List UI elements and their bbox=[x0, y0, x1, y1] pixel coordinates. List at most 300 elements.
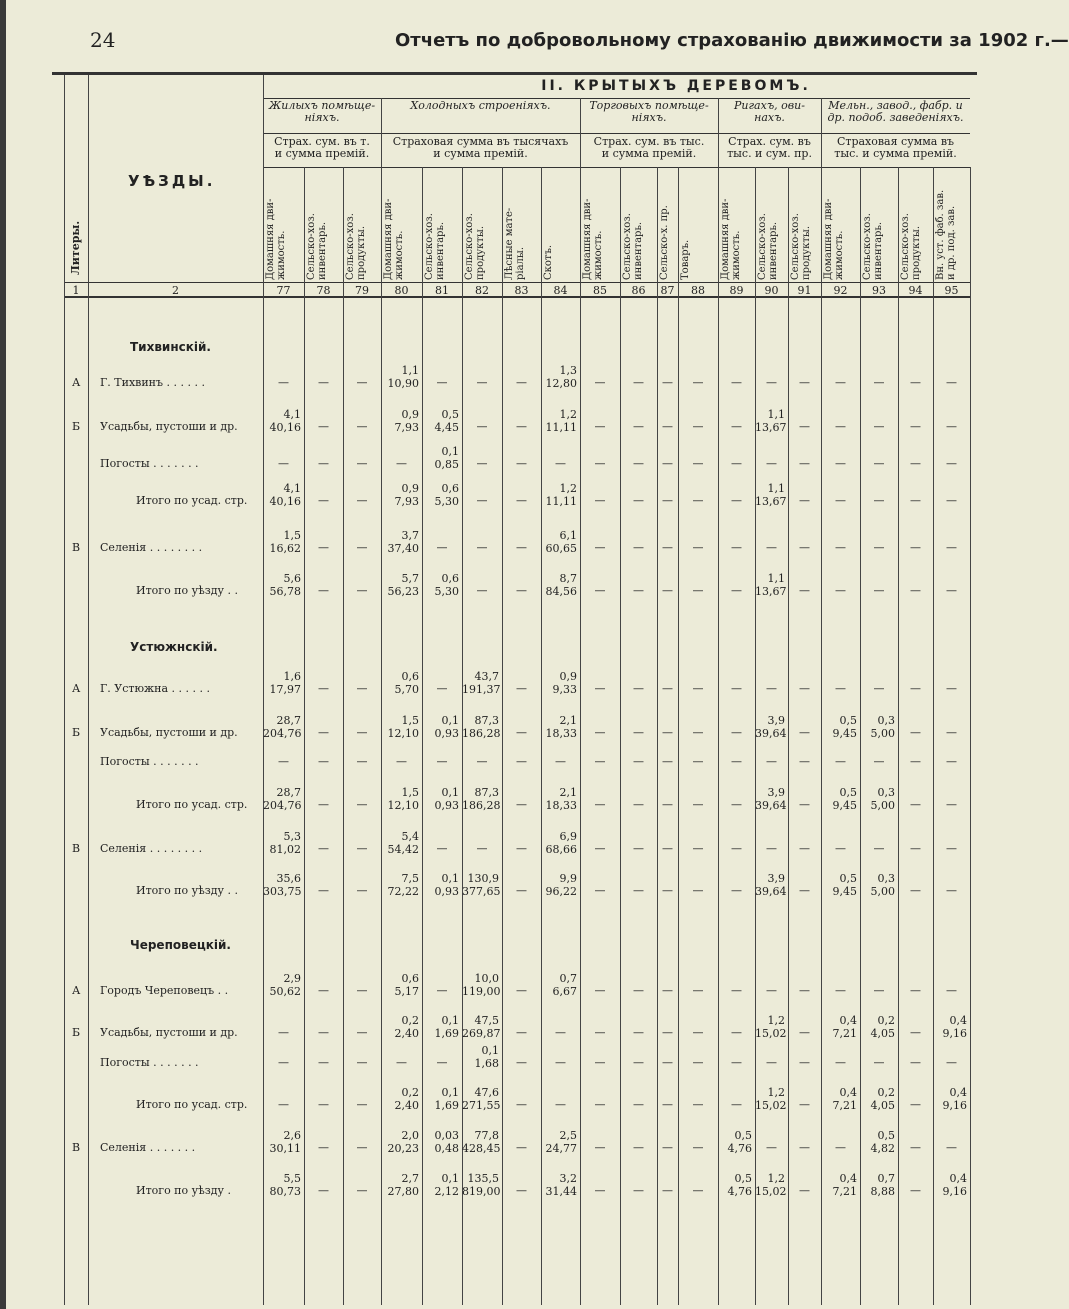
table-cell: — bbox=[594, 884, 606, 897]
column-header: Товаръ. bbox=[680, 239, 691, 280]
table-cell: — bbox=[356, 1026, 368, 1039]
table-cell: 77,8 428,45 bbox=[462, 1129, 501, 1155]
table-cell: — bbox=[731, 726, 742, 739]
row-litera: Б bbox=[72, 726, 81, 739]
table-cell: — bbox=[692, 1184, 704, 1197]
table-cell: 0,1 0,93 bbox=[434, 714, 459, 740]
table-cell: — bbox=[356, 884, 368, 897]
table-cell: — bbox=[835, 1056, 846, 1069]
table-cell: 35,6 303,75 bbox=[263, 872, 302, 898]
table-cell: — bbox=[318, 984, 329, 997]
table-cell: — bbox=[946, 1056, 957, 1069]
table-cell: — bbox=[873, 420, 885, 433]
row-label: Итого по уѣзду . bbox=[136, 1184, 231, 1197]
table-cell: — bbox=[873, 984, 885, 997]
table-cell: — bbox=[799, 842, 810, 855]
table-cell: — bbox=[594, 1098, 606, 1111]
table-cell: 1,6 17,97 bbox=[269, 670, 301, 696]
table-cell: — bbox=[692, 984, 704, 997]
table-cell: — bbox=[594, 541, 606, 554]
table-cell: — bbox=[766, 1056, 777, 1069]
table-cell: 6,1 60,65 bbox=[545, 529, 577, 555]
row-label: Итого по уѣзду . . bbox=[136, 584, 238, 597]
table-cell: — bbox=[873, 682, 885, 695]
table-cell: — bbox=[799, 1141, 810, 1154]
table-cell: — bbox=[318, 726, 329, 739]
column-header: Домашняя дви- жимость. bbox=[720, 198, 742, 280]
table-cell: — bbox=[910, 420, 921, 433]
group-subheader: Страх. сум. въ т. и сумма премій. bbox=[274, 135, 370, 160]
table-cell: — bbox=[799, 1056, 810, 1069]
table-cell: 0,4 7,21 bbox=[832, 1014, 857, 1040]
section-title: II. КРЫТЫХЪ ДЕРЕВОМЪ. bbox=[541, 78, 811, 94]
group-header: Холодныхъ строеніяхъ. bbox=[410, 99, 551, 112]
table-cell: — bbox=[731, 884, 742, 897]
table-cell: 0,9 7,93 bbox=[394, 482, 419, 508]
table-cell: — bbox=[835, 420, 846, 433]
table-cell: — bbox=[633, 1098, 644, 1111]
table-cell: 0,6 5,30 bbox=[434, 572, 459, 598]
row-label: Селенія . . . . . . . . bbox=[100, 541, 203, 554]
table-cell: 47,6 271,55 bbox=[462, 1086, 501, 1112]
table-cell: — bbox=[835, 755, 846, 768]
litery-rule bbox=[88, 75, 89, 1305]
table-cell: — bbox=[692, 798, 704, 811]
table-cell: 0,4 9,16 bbox=[942, 1172, 967, 1198]
table-cell: — bbox=[799, 798, 810, 811]
table-cell: — bbox=[662, 1184, 673, 1197]
table-cell: — bbox=[356, 842, 368, 855]
table-cell: — bbox=[436, 541, 448, 554]
table-cell: — bbox=[436, 682, 448, 695]
group-rule bbox=[263, 133, 970, 134]
group-header: Торговыхъ помѣще- ніяхъ. bbox=[589, 99, 709, 124]
column-number: 81 bbox=[435, 284, 449, 297]
table-cell: — bbox=[594, 682, 606, 695]
column-header: Сельско-хоз. продукты. bbox=[900, 213, 922, 280]
column-number: 78 bbox=[316, 284, 331, 297]
table-cell: — bbox=[910, 726, 921, 739]
column-number: 94 bbox=[908, 284, 923, 297]
table-cell: 0,1 0,85 bbox=[434, 445, 459, 471]
table-cell: 5,3 81,02 bbox=[269, 830, 301, 856]
table-cell: — bbox=[835, 842, 846, 855]
table-cell: — bbox=[516, 494, 527, 507]
table-cell: — bbox=[910, 798, 921, 811]
table-cell: — bbox=[766, 1141, 777, 1154]
table-cell: — bbox=[633, 755, 644, 768]
group-subheader: Страховая сумма въ тысячахъ и сумма премій. bbox=[392, 135, 569, 160]
table-cell: 0,4 7,21 bbox=[832, 1086, 857, 1112]
table-cell: — bbox=[835, 682, 846, 695]
table-cell: — bbox=[662, 1141, 673, 1154]
table-cell: — bbox=[910, 1026, 921, 1039]
table-cell: — bbox=[356, 541, 368, 554]
table-cell: — bbox=[873, 541, 885, 554]
table-cell: — bbox=[662, 457, 673, 470]
table-cell: — bbox=[766, 755, 777, 768]
row-litera: В bbox=[72, 1141, 81, 1154]
table-cell: 1,1 13,67 bbox=[755, 482, 787, 508]
table-cell: — bbox=[946, 884, 957, 897]
column-number: 88 bbox=[691, 284, 705, 297]
table-cell: — bbox=[766, 682, 777, 695]
sub-rule bbox=[263, 167, 970, 168]
table-cell: — bbox=[356, 584, 368, 597]
table-cell: — bbox=[731, 682, 742, 695]
row-label: Усадьбы, пустоши и др. bbox=[100, 726, 238, 739]
table-cell: — bbox=[946, 584, 957, 597]
table-cell: — bbox=[662, 494, 673, 507]
table-cell: — bbox=[692, 884, 704, 897]
table-cell: 6,9 68,66 bbox=[545, 830, 577, 856]
table-cell: — bbox=[692, 1056, 704, 1069]
column-header: Лѣсные мате- ріалы. bbox=[504, 207, 526, 280]
table-cell: — bbox=[516, 541, 527, 554]
table-cell: — bbox=[516, 842, 527, 855]
table-cell: — bbox=[946, 494, 957, 507]
table-cell: — bbox=[594, 457, 606, 470]
row-label: Городъ Череповецъ . . bbox=[100, 984, 229, 997]
table-cell: — bbox=[356, 798, 368, 811]
row-label: Погосты . . . . . . . bbox=[100, 755, 199, 768]
table-cell: — bbox=[318, 541, 329, 554]
table-cell: — bbox=[436, 842, 448, 855]
table-cell: 0,5 4,76 bbox=[727, 1129, 752, 1155]
group-header: Жилыхъ помѣще- ніяхъ. bbox=[268, 99, 376, 124]
table-cell: — bbox=[946, 984, 957, 997]
table-cell: 0,1 1,69 bbox=[434, 1086, 459, 1112]
table-cell: — bbox=[516, 682, 527, 695]
table-cell: 4,1 40,16 bbox=[269, 408, 301, 434]
table-cell: — bbox=[873, 376, 885, 389]
table-cell: 0,2 2,40 bbox=[394, 1014, 419, 1040]
table-cell: 3,9 39,64 bbox=[755, 714, 787, 740]
table-cell: — bbox=[278, 1056, 289, 1069]
column-header: Сельско-хоз. инвентарь. bbox=[424, 213, 446, 280]
table-cell: 47,5 269,87 bbox=[462, 1014, 501, 1040]
column-rule bbox=[381, 98, 382, 1305]
table-cell: 1,5 12,10 bbox=[387, 714, 419, 740]
table-cell: — bbox=[662, 842, 673, 855]
table-cell: 2,1 18,33 bbox=[545, 714, 577, 740]
table-cell: — bbox=[692, 1026, 704, 1039]
column-number: 87 bbox=[660, 284, 675, 297]
row-label: Погосты . . . . . . . bbox=[100, 457, 199, 470]
table-cell: — bbox=[799, 682, 810, 695]
column-number: 90 bbox=[764, 284, 779, 297]
table-cell: — bbox=[946, 755, 957, 768]
table-cell: — bbox=[946, 682, 957, 695]
table-cell: — bbox=[318, 1056, 329, 1069]
district-name: Устюжнскій. bbox=[130, 640, 218, 654]
left-border bbox=[64, 75, 65, 1305]
table-cell: — bbox=[633, 420, 644, 433]
table-cell: — bbox=[396, 457, 407, 470]
table-cell: — bbox=[633, 1184, 644, 1197]
table-cell: 135,5 819,00 bbox=[462, 1172, 501, 1198]
table-cell: — bbox=[356, 457, 368, 470]
table-cell: — bbox=[318, 798, 329, 811]
table-cell: 87,3 186,28 bbox=[462, 714, 501, 740]
table-cell: 5,6 56,78 bbox=[269, 572, 301, 598]
table-cell: 0,5 4,82 bbox=[870, 1129, 895, 1155]
table-cell: — bbox=[731, 984, 742, 997]
table-cell: — bbox=[835, 541, 846, 554]
table-cell: — bbox=[594, 842, 606, 855]
row-label: Усадьбы, пустоши и др. bbox=[100, 420, 238, 433]
table-cell: — bbox=[662, 755, 673, 768]
table-cell: — bbox=[633, 842, 644, 855]
column-header: Домашняя дви- жимость. bbox=[582, 198, 604, 280]
table-cell: — bbox=[356, 1056, 368, 1069]
table-cell: — bbox=[662, 1056, 673, 1069]
table-cell: — bbox=[318, 755, 329, 768]
table-cell: — bbox=[910, 584, 921, 597]
column-header: Сельско-хоз. продукты. bbox=[790, 213, 812, 280]
table-cell: — bbox=[731, 1026, 742, 1039]
table-cell: — bbox=[873, 457, 885, 470]
table-cell: 0,9 7,93 bbox=[394, 408, 419, 434]
table-cell: 0,5 9,45 bbox=[832, 714, 857, 740]
table-cell: — bbox=[662, 1026, 673, 1039]
table-cell: — bbox=[633, 1026, 644, 1039]
table-cell: — bbox=[318, 1098, 329, 1111]
table-cell: — bbox=[799, 457, 810, 470]
table-cell: — bbox=[356, 494, 368, 507]
table-cell: — bbox=[766, 842, 777, 855]
table-cell: — bbox=[766, 984, 777, 997]
table-cell: — bbox=[594, 584, 606, 597]
table-cell: — bbox=[318, 1184, 329, 1197]
table-cell: — bbox=[799, 584, 810, 597]
table-cell: — bbox=[476, 420, 488, 433]
table-cell: — bbox=[318, 1141, 329, 1154]
group-subheader: Страх. сум. въ тыс. и сумма премій. bbox=[593, 135, 705, 160]
table-cell: — bbox=[799, 884, 810, 897]
table-cell: — bbox=[910, 1098, 921, 1111]
table-cell: — bbox=[873, 1056, 885, 1069]
table-cell: 0,5 4,76 bbox=[727, 1172, 752, 1198]
table-cell: — bbox=[278, 1026, 289, 1039]
table-cell: — bbox=[318, 1026, 329, 1039]
table-cell: — bbox=[662, 584, 673, 597]
table-cell: — bbox=[436, 755, 448, 768]
table-cell: — bbox=[516, 798, 527, 811]
column-number: 85 bbox=[593, 284, 607, 297]
table-cell: 1,2 15,02 bbox=[755, 1172, 787, 1198]
table-cell: 0,03 0,48 bbox=[434, 1129, 459, 1155]
district-name: Тихвинскій. bbox=[130, 340, 211, 354]
table-cell: — bbox=[633, 1141, 644, 1154]
column-header: Сельско-хоз. продукты. bbox=[345, 213, 367, 280]
table-cell: 0,1 2,12 bbox=[434, 1172, 459, 1198]
table-cell: — bbox=[910, 682, 921, 695]
table-cell: — bbox=[356, 1098, 368, 1111]
table-cell: 0,3 5,00 bbox=[870, 714, 895, 740]
table-cell: — bbox=[356, 420, 368, 433]
table-cell: 1,2 11,11 bbox=[545, 408, 577, 434]
table-cell: — bbox=[278, 457, 289, 470]
column-number: 93 bbox=[872, 284, 886, 297]
table-cell: 1,3 12,80 bbox=[545, 364, 577, 390]
table-cell: 130,9 377,65 bbox=[462, 872, 501, 898]
table-cell: — bbox=[594, 1026, 606, 1039]
column-header: Сельско-хоз. инвентарь. bbox=[306, 213, 328, 280]
table-cell: — bbox=[516, 726, 527, 739]
column-number: 84 bbox=[553, 284, 568, 297]
table-cell: 10,0 119,00 bbox=[462, 972, 501, 998]
table-cell: — bbox=[799, 984, 810, 997]
district-name: Череповецкій. bbox=[130, 938, 231, 952]
column-header: Сельско-хоз. инвентарь. bbox=[862, 213, 884, 280]
column-number: 86 bbox=[631, 284, 646, 297]
table-cell: — bbox=[436, 1056, 448, 1069]
table-cell: — bbox=[835, 984, 846, 997]
row-litera: В bbox=[72, 541, 81, 554]
table-cell: — bbox=[633, 584, 644, 597]
table-cell: — bbox=[910, 494, 921, 507]
table-cell: — bbox=[318, 842, 329, 855]
table-cell: — bbox=[662, 984, 673, 997]
column-header: Сельско-х. пр. bbox=[659, 205, 670, 280]
column-number: 80 bbox=[394, 284, 409, 297]
table-cell: — bbox=[731, 584, 742, 597]
table-cell: — bbox=[516, 376, 527, 389]
table-cell: — bbox=[555, 1098, 566, 1111]
table-cell: 0,2 2,40 bbox=[394, 1086, 419, 1112]
table-cell: — bbox=[910, 884, 921, 897]
table-cell: 0,1 0,93 bbox=[434, 786, 459, 812]
table-cell: 1,2 11,11 bbox=[545, 482, 577, 508]
table-cell: — bbox=[799, 494, 810, 507]
table-cell: — bbox=[731, 1098, 742, 1111]
table-cell: 43,7 191,37 bbox=[462, 670, 501, 696]
table-cell: — bbox=[594, 376, 606, 389]
table-cell: 2,7 27,80 bbox=[387, 1172, 419, 1198]
table-cell: — bbox=[662, 726, 673, 739]
table-cell: — bbox=[318, 682, 329, 695]
table-cell: — bbox=[356, 755, 368, 768]
column-rule bbox=[580, 98, 581, 1305]
row-label: Погосты . . . . . . . bbox=[100, 1056, 199, 1069]
table-cell: — bbox=[318, 376, 329, 389]
table-cell: — bbox=[516, 984, 527, 997]
table-cell: 0,3 5,00 bbox=[870, 872, 895, 898]
table-cell: — bbox=[910, 1141, 921, 1154]
table-cell: — bbox=[946, 842, 957, 855]
table-cell: — bbox=[910, 541, 921, 554]
table-cell: — bbox=[594, 755, 606, 768]
table-cell: — bbox=[731, 420, 742, 433]
group-header: Ригахъ, ови- нахъ. bbox=[734, 99, 805, 124]
table-cell: — bbox=[476, 755, 488, 768]
page-edge bbox=[0, 0, 6, 1309]
table-cell: — bbox=[910, 1056, 921, 1069]
row-label: Усадьбы, пустоши и др. bbox=[100, 1026, 238, 1039]
table-cell: — bbox=[476, 842, 488, 855]
table-cell: — bbox=[594, 984, 606, 997]
table-cell: — bbox=[731, 755, 742, 768]
table-cell: — bbox=[766, 376, 777, 389]
table-cell: — bbox=[476, 494, 488, 507]
table-cell: 1,1 10,90 bbox=[387, 364, 419, 390]
table-cell: 3,9 39,64 bbox=[755, 872, 787, 898]
table-cell: — bbox=[873, 842, 885, 855]
table-cell: — bbox=[910, 376, 921, 389]
table-cell: — bbox=[910, 984, 921, 997]
table-cell: — bbox=[633, 541, 644, 554]
table-cell: — bbox=[278, 376, 289, 389]
table-cell: 0,1 1,68 bbox=[474, 1044, 499, 1070]
table-cell: — bbox=[946, 726, 957, 739]
table-cell: — bbox=[594, 420, 606, 433]
table-cell: 5,4 54,42 bbox=[387, 830, 419, 856]
table-cell: — bbox=[731, 457, 742, 470]
column-header: Вн. уст. фаб. зав. и др. под. зав. bbox=[935, 189, 957, 280]
table-cell: 1,2 15,02 bbox=[755, 1014, 787, 1040]
table-cell: — bbox=[731, 541, 742, 554]
table-cell: — bbox=[555, 457, 566, 470]
table-cell: — bbox=[692, 842, 704, 855]
table-cell: — bbox=[436, 376, 448, 389]
table-cell: 0,4 9,16 bbox=[942, 1086, 967, 1112]
litery-header: Литеры. bbox=[69, 220, 82, 275]
row-label: Итого по усад. стр. bbox=[136, 494, 248, 507]
table-cell: 3,2 31,44 bbox=[545, 1172, 577, 1198]
column-number: 83 bbox=[514, 284, 529, 297]
table-cell: 2,6 30,11 bbox=[269, 1129, 301, 1155]
row-litera: А bbox=[72, 984, 81, 997]
table-cell: — bbox=[662, 884, 673, 897]
column-number: 82 bbox=[475, 284, 489, 297]
table-cell: — bbox=[662, 420, 673, 433]
group-subheader: Страх. сум. въ тыс. и сум. пр. bbox=[727, 135, 812, 160]
table-cell: — bbox=[516, 755, 527, 768]
table-cell: 2,1 18,33 bbox=[545, 786, 577, 812]
table-cell: — bbox=[633, 376, 644, 389]
table-cell: — bbox=[731, 376, 742, 389]
row-litera: Б bbox=[72, 1026, 81, 1039]
table-cell: — bbox=[516, 584, 527, 597]
table-cell: 0,2 4,05 bbox=[870, 1086, 895, 1112]
table-cell: 0,3 5,00 bbox=[870, 786, 895, 812]
table-cell: — bbox=[476, 376, 488, 389]
column-header: Сельско-хоз. инвентарь. bbox=[622, 213, 644, 280]
page-title: Отчетъ по добровольному страхованію движимости за 1902 г.— bbox=[395, 30, 1069, 51]
table-cell: 2,5 24,77 bbox=[545, 1129, 577, 1155]
row-litera: А bbox=[72, 376, 81, 389]
table-cell: 28,7 204,76 bbox=[263, 786, 302, 812]
table-cell: 1,5 16,62 bbox=[269, 529, 301, 555]
table-cell: 1,2 15,02 bbox=[755, 1086, 787, 1112]
table-cell: 4,1 40,16 bbox=[269, 482, 301, 508]
table-cell: — bbox=[318, 494, 329, 507]
table-cell: 0,5 4,45 bbox=[434, 408, 459, 434]
table-cell: — bbox=[516, 1056, 527, 1069]
table-cell: — bbox=[633, 726, 644, 739]
table-cell: 0,7 6,67 bbox=[552, 972, 577, 998]
table-cell: — bbox=[873, 755, 885, 768]
table-cell: 0,2 4,05 bbox=[870, 1014, 895, 1040]
table-cell: — bbox=[318, 420, 329, 433]
column-number: 92 bbox=[833, 284, 848, 297]
table-cell: — bbox=[799, 1098, 810, 1111]
table-cell: — bbox=[278, 1098, 289, 1111]
column-number: 89 bbox=[729, 284, 744, 297]
table-cell: — bbox=[835, 1141, 846, 1154]
table-cell: — bbox=[692, 494, 704, 507]
